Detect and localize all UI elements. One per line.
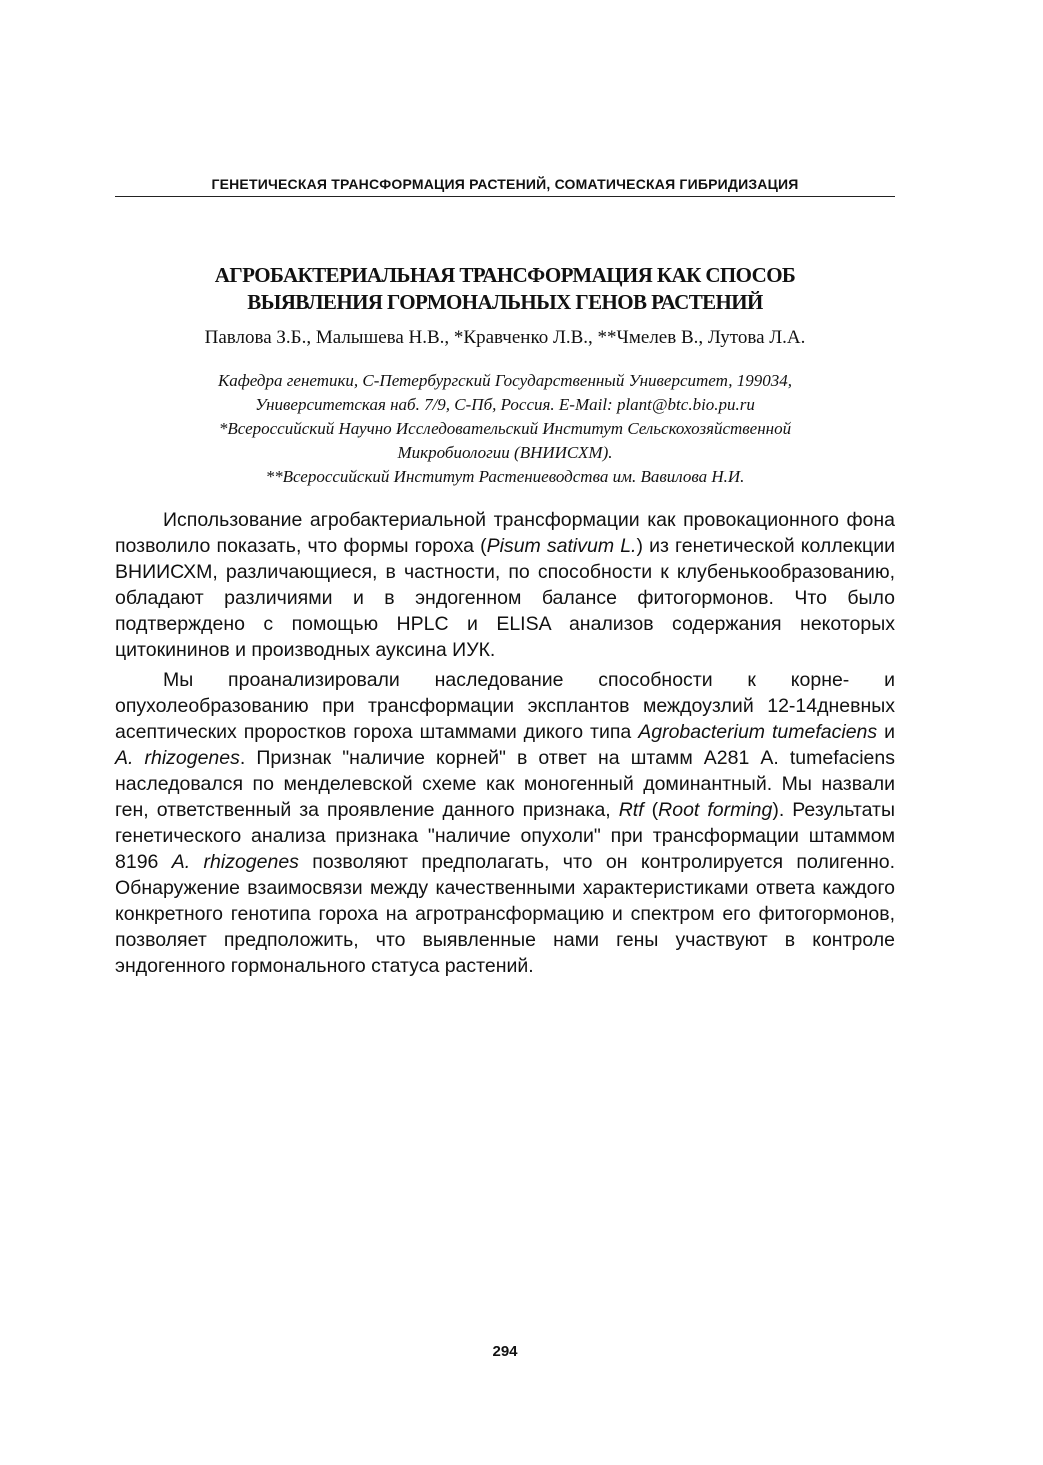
p2-species-1: Agrobacterium tumefaciens (638, 721, 878, 743)
p2-species-2: A. rhizogenes (115, 747, 240, 769)
title-line-2: ВЫЯВЛЕНИЯ ГОРМОНАЛЬНЫХ ГЕНОВ РАСТЕНИЙ (247, 290, 763, 314)
authors: Павлова З.Б., Малышева Н.В., *Кравченко Л.В., **Чмелев В., Лутова Л.А. (204, 327, 806, 348)
title-line-1: АГРОБАКТЕРИАЛЬНАЯ ТРАНСФОРМАЦИЯ КАК СПОСОБ (214, 263, 796, 287)
p2-text-k: позволяют предполагать, что он контролируется полигенно. Обнаружение взаимосвязи между качественными характеристиками ответа каждого конкретного генотипа гороха на агротрансформацию и спектром его фитогормонов, позволяет предположить, что выявленные нами гены участвуют в контроле эндогенного гормонального статуса растений. (115, 851, 895, 977)
p2-species-3: A. rhizogenes (171, 851, 299, 873)
p2-text-a: Мы проанализировали наследование способности к корне- и опухолеобразованию при трансформации эксплантов междоузлий 12-14дневных асептических проростков гороха штаммами дикого типа (115, 669, 895, 743)
page-number: 294 (492, 1343, 518, 1360)
p2-text-e: . Признак "наличие корней" в ответ на штамм А281 A. tumefaciens наследовался по менделевской схеме как моногенный доминантный. Мы назвали ген, ответственный за проявление данного признака, (115, 747, 895, 821)
header-rule (115, 196, 895, 197)
article-title (115, 262, 895, 316)
affiliation-line-2: Университетская наб. 7/9, С-Пб, Россия. E-Mail: plant@btc.bio.pu.ru (255, 395, 755, 414)
affiliation-line-3: *Всероссийский Научно Исследовательский Институт Сельскохозяйственной (218, 419, 792, 438)
body-text (115, 507, 895, 983)
p2-text-i: ). Результаты генетического анализа признака "наличие опухоли" при трансформации штаммом 8196 (115, 799, 895, 873)
p2-gene-name: Root forming (658, 799, 773, 821)
p2-text-g: ( (643, 799, 659, 821)
paragraph-1 (115, 507, 895, 663)
p1-species-name: Pisum sativum L. (486, 535, 637, 557)
affiliations (115, 369, 895, 489)
p1-text-a: Использование агробактериальной трансформации как провокационного фона позволило показать, что формы гороха ( (115, 509, 895, 557)
paragraph-2 (115, 667, 895, 979)
running-header: ГЕНЕТИЧЕСКАЯ ТРАНСФОРМАЦИЯ РАСТЕНИЙ, СОМАТИЧЕСКАЯ ГИБРИДИЗАЦИЯ (211, 176, 799, 192)
affiliation-line-5: **Всероссийский Институт Растениеводства им. Вавилова Н.И. (265, 467, 745, 486)
p2-text-c: и (877, 721, 895, 743)
affiliation-line-4: Микробиологии (ВНИИСХМ). (397, 443, 613, 462)
p1-text-c: ) из генетической коллекции ВНИИСХМ, различающиеся, в частности, по способности к клубенькообразованию, обладают различиями и в эндогенном балансе фитогормонов. Что было подтверждено с помощью HPLC и ELISA анализов содержания некоторых цитокининов и производных ауксина ИУК. (115, 535, 895, 661)
affiliation-line-1: Кафедра генетики, С-Петербургский Государственный Университет, 199034, (217, 371, 793, 390)
p2-gene-symbol: Rtf (618, 799, 644, 821)
